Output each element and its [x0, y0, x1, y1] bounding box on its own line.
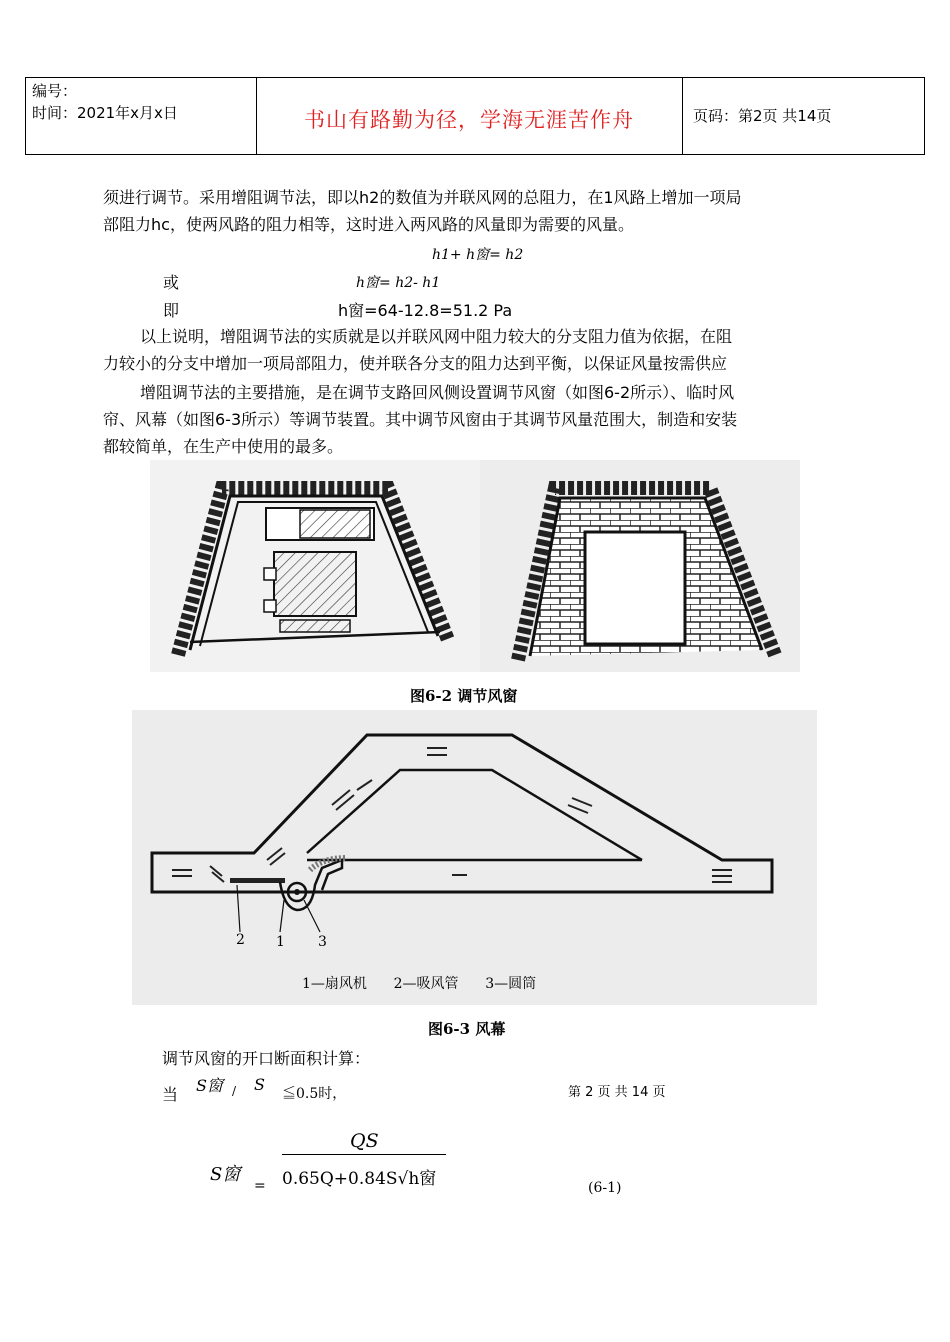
header-middle-cell: [256, 78, 683, 154]
air-curtain-drawing: [132, 710, 817, 1005]
regulating-window-drawings: [150, 460, 800, 672]
time-label: 时间：2021年x月x日: [32, 104, 178, 122]
formula-equals: =: [254, 1178, 266, 1194]
condition-s-window: S窗: [196, 1076, 223, 1095]
figure-6-3: [132, 710, 817, 1005]
serial-label: 编号：: [32, 82, 78, 100]
condition-slash: /: [232, 1084, 237, 1098]
figure-6-2: [150, 460, 800, 672]
header-left-cell: [26, 78, 257, 154]
condition-s: S: [254, 1075, 265, 1094]
or-label: 或: [163, 273, 180, 292]
equation-2: h窗= h2- h1: [356, 275, 441, 291]
brick-wall-drawing: [480, 460, 800, 672]
footer-page-number: 第 2 页 共 14 页: [568, 1085, 666, 1100]
paragraph-2-line-2: 力较小的分支中增加一项局部阻力，使并联各分支的阻力达到平衡，以保证风量按需供应: [103, 354, 728, 373]
label-2: 2: [236, 932, 245, 948]
paragraph-2-line-1: 以上说明，增阻调节法的实质就是以并联风网中阻力较大的分支阻力值为依据，在阻: [140, 327, 733, 346]
page-label: 页码：第2页 共14页: [693, 107, 832, 125]
formula-lhs: S窗: [210, 1164, 241, 1185]
equation-1: h1+ h窗= h2: [432, 247, 524, 263]
calculation-title: 调节风窗的开口断面积计算：: [162, 1049, 371, 1068]
label-1: 1: [276, 934, 285, 950]
ji-label: 即: [163, 301, 180, 320]
figure-6-3-legend: 1—扇风机 2—吸风管 3—圆筒: [302, 976, 537, 992]
formula-numerator: QS: [350, 1130, 379, 1152]
condition-suffix: ≦0.5时，: [282, 1086, 347, 1102]
equation-3: h窗=64-12.8=51.2 Pa: [338, 301, 513, 320]
paragraph-3-line-1: 增阻调节法的主要措施，是在调节支路回风侧设置调节风窗（如图6-2所示）、临时风: [140, 383, 735, 402]
window-drawing: [150, 460, 480, 672]
label-3: 3: [318, 934, 327, 950]
header-right-cell: [683, 78, 924, 154]
fraction-bar: [282, 1154, 446, 1155]
figure-6-2-caption: 图6-2 调节风窗: [410, 687, 518, 705]
paragraph-1-line-1: 须进行调节。采用增阻调节法，即以h2的数值为并联风网的总阻力，在1风路上增加一项局: [103, 188, 742, 207]
header-table: [25, 77, 925, 155]
paragraph-1-line-2: 部阻力hc，使两风路的阻力相等，这时进入两风路的风量即为需要的风量。: [103, 215, 634, 234]
formula-denominator: 0.65Q+0.84S√h窗: [282, 1169, 437, 1189]
condition-prefix: 当: [162, 1085, 179, 1104]
paragraph-3-line-3: 都较简单，在生产中使用的最多。: [103, 437, 344, 456]
paragraph-3-line-2: 帘、风幕（如图6-3所示）等调节装置。其中调节风窗由于其调节风量范围大，制造和安装: [103, 410, 738, 429]
formula-number: (6-1): [588, 1180, 622, 1196]
motto: 书山有路勤为径，学海无涯苦作舟: [304, 108, 634, 132]
figure-6-3-caption: 图6-3 风幕: [428, 1020, 506, 1038]
